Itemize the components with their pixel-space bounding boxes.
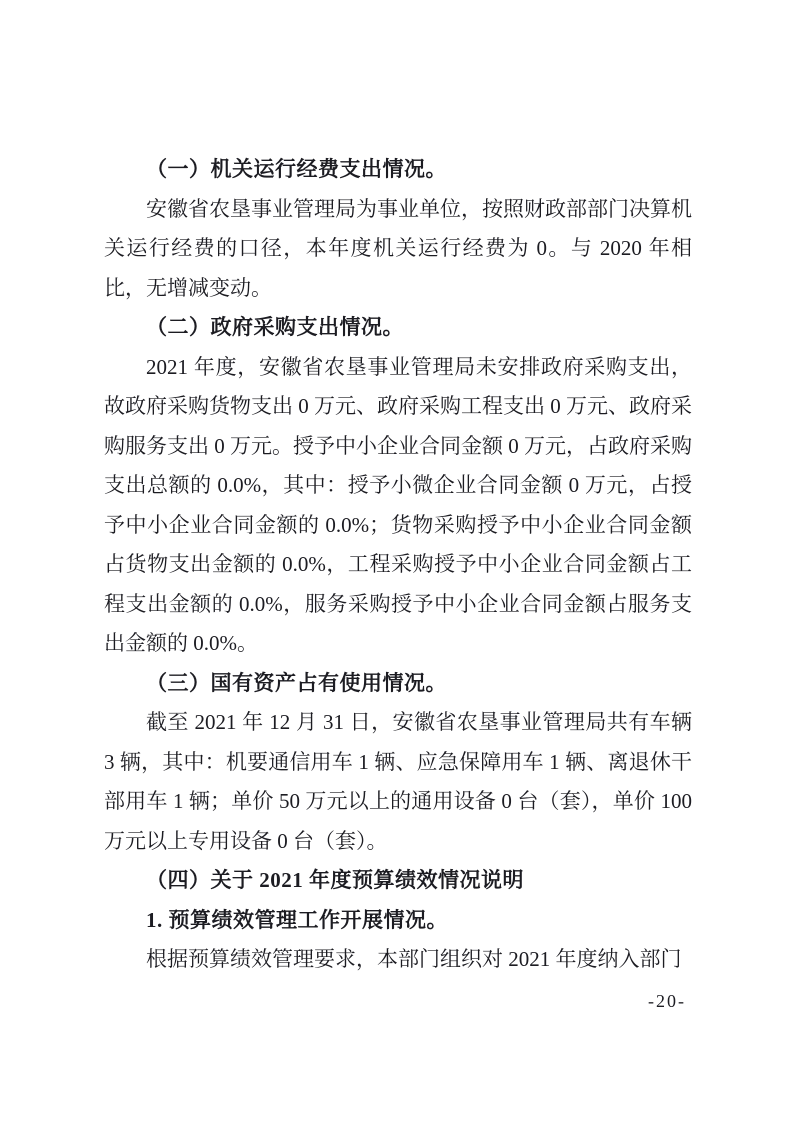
section-heading-6: （四）关于 2021 年度预算绩效情况说明 — [146, 868, 524, 892]
section-heading-0: （一）机关运行经费支出情况。 — [146, 157, 447, 181]
page-number: -20- — [648, 991, 686, 1011]
section-heading-4: （三）国有资产占有使用情况。 — [146, 670, 447, 695]
body-paragraph-8: 根据预算绩效管理要求，本部门组织对 2021 年度纳入部门 — [146, 947, 682, 971]
body-paragraph-1: 安徽省农垦事业管理局为事业单位，按照财政部部门决算机关运行经费的口径，本年度机关运行经费为 0。与 2020 年相比，无增减变动。 — [104, 196, 692, 300]
section-heading-7: 1. 预算绩效管理工作开展情况。 — [146, 907, 448, 932]
body-paragraph-5: 截至 2021 年 12 月 31 日，安徽省农垦事业管理局共有车辆 3 辆，其中：机要通信用车 1 辆、应急保障用车 1 辆、离退休干部用车 1 辆；单价 50 万元以上的通用设备 0 台（套），单价 100 万元以上专用设备 0 台（套）。 — [104, 710, 692, 853]
section-heading-2: （二）政府采购支出情况。 — [146, 315, 404, 339]
body-paragraph-3: 2021 年度，安徽省农垦事业管理局未安排政府采购支出，故政府采购货物支出 0 万元、政府采购工程支出 0 万元、政府采购服务支出 0 万元。授予中小企业合同金额 0 万元，占政府采购支出总额的 0.0%，其中：授予小微企业合同金额 0 万元，占授予中小企业合同金额的 0.0%；货物采购授予中小企业合同金额占货物支出金额的 0.0%，工程采购授予中小企业合同金额占工程支出金额的 0.0%，服务采购授予中小企业合同金额占服务支出金额的 0.0%。 — [104, 354, 692, 655]
document-body — [104, 150, 692, 980]
